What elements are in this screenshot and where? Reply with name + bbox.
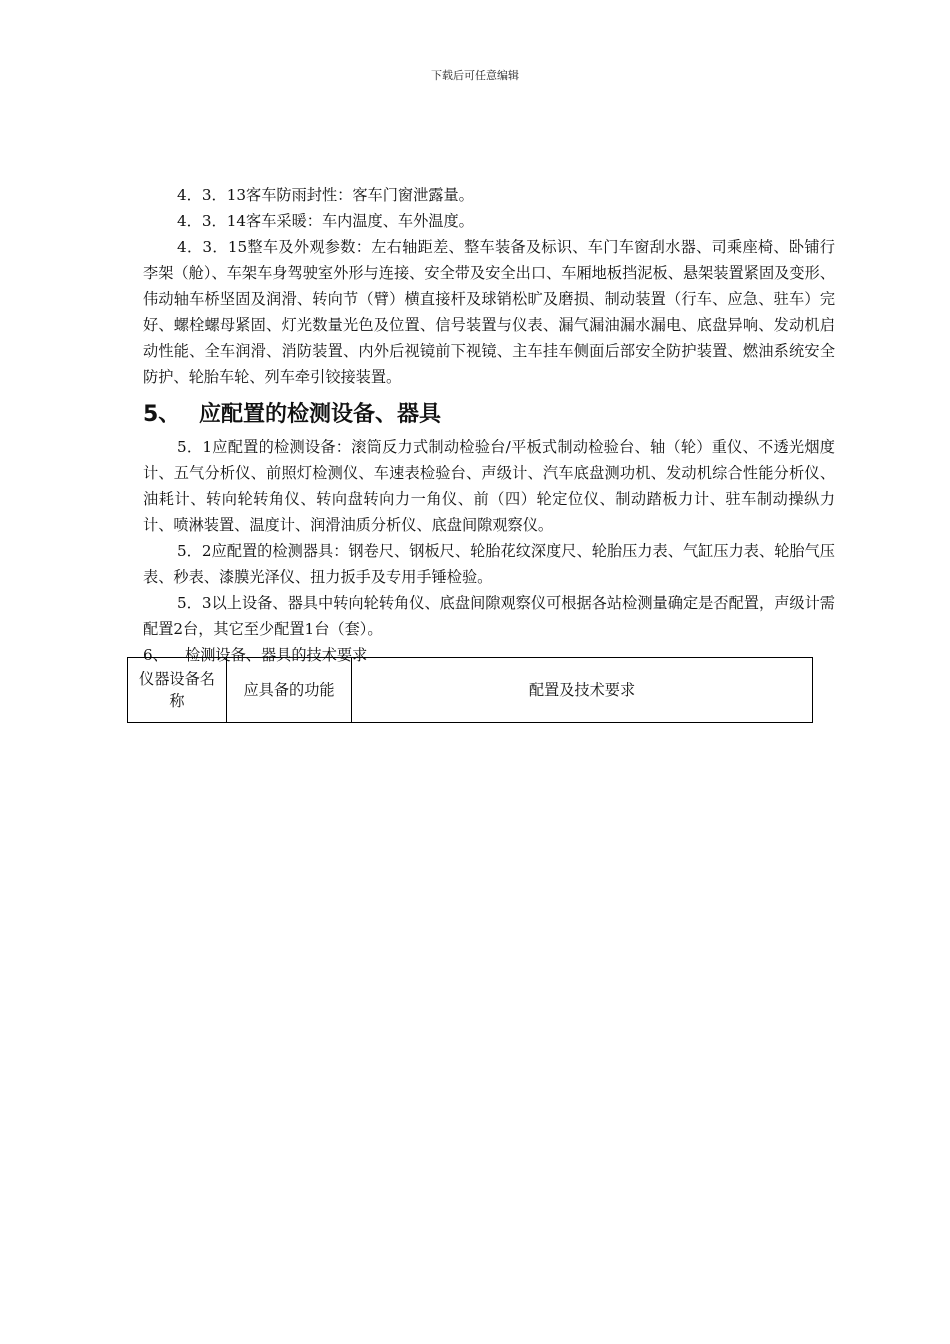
section-5-title: 应配置的检测设备、器具 <box>199 402 442 427</box>
paragraph-4-3-15: 4．3．15整车及外观参数：左右轴距差、整车装备及标识、车门车窗刮水器、司乘座椅、卧铺行李架（舱）、车架车身驾驶室外形与连接、安全带及安全出口、车厢地板挡泥板、悬架装置紧固及变形、伟动轴车桥坚固及润滑、转向节（臂）横直接杆及球销松旷及磨损、制动装置（行车、应急、驻车）完好、螺栓螺母紧固、灯光数量光色及位置、信号装置与仪表、漏气漏油漏水漏电、底盘异响、发动机启动性能、全车润滑、消防装置、内外后视镜前下视镜、主车挂车侧面后部安全防护装置、燃油系统安全防护、轮胎车轮、列车牵引铰接装置。 <box>143 238 835 386</box>
requirements-table <box>127 657 813 723</box>
section-6-number: 6、 <box>143 646 168 664</box>
paragraph-5-3: 5．3以上设备、器具中转向轮转角仪、底盘间隙观察仪可根据各站检测量确定是否配置，声级计需配置2台，其它至少配置1台（套）。 <box>143 594 835 638</box>
page-header: 下载后可任意编辑 <box>431 69 519 82</box>
header-functions: 应具备的功能 <box>227 658 352 723</box>
document-body <box>143 182 835 668</box>
header-requirements: 配置及技术要求 <box>352 658 813 723</box>
paragraph-5-1: 5．1应配置的检测设备：滚筒反力式制动检验台/平板式制动检验台、轴（轮）重仪、不透光烟度计、五气分析仪、前照灯检测仪、车速表检验台、声级计、汽车底盘测功机、发动机综合性能分析仪、油耗计、转向轮转角仪、转向盘转向力一角仪、前（四）轮定位仪、制动踏板力计、驻车制动操纵力计、喷淋装置、温度计、润滑油质分析仪、底盘间隙观察仪。 <box>143 438 835 534</box>
section-6-title: 检测设备、器具的技术要求 <box>185 646 368 664</box>
section-5-heading <box>143 398 835 432</box>
header-device-name: 仪器设备名称 <box>128 658 227 723</box>
table-header-row <box>128 658 813 723</box>
paragraph-4-3-14: 4．3．14客车采暖：车内温度、车外温度。 <box>177 212 474 230</box>
paragraph-5-2: 5．2应配置的检测器具：钢卷尺、钢板尺、轮胎花纹深度尺、轮胎压力表、气缸压力表、轮胎气压表、秒表、漆膜光泽仪、扭力扳手及专用手锤检验。 <box>143 542 835 586</box>
section-5-number: 5、 <box>143 402 181 427</box>
paragraph-4-3-13: 4．3．13客车防雨封性：客车门窗泄露量。 <box>177 186 474 204</box>
